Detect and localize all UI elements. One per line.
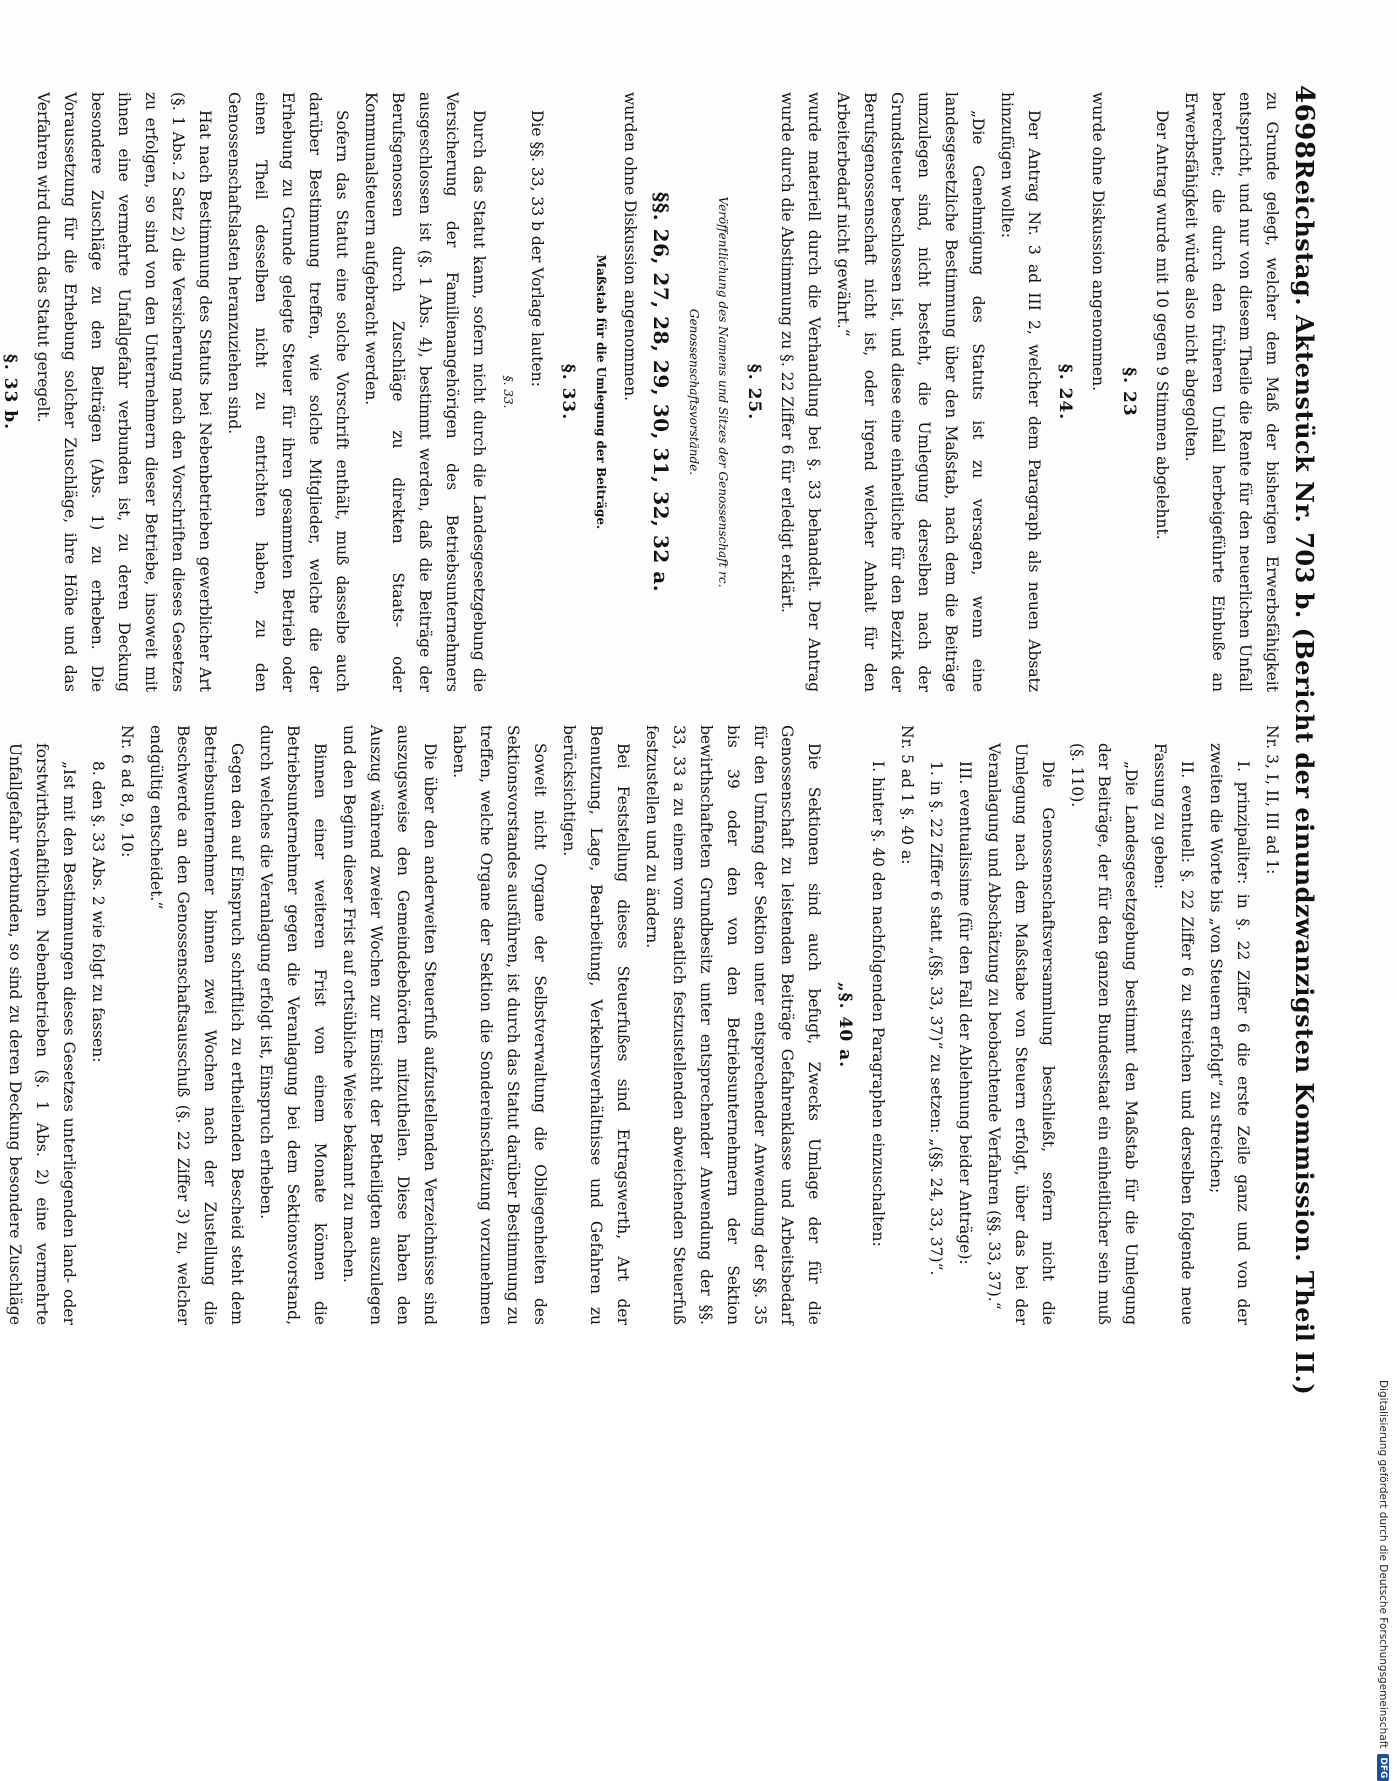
quote-paragraph: Die Genossenschaftsversammlung beschließt, sofern nicht die Umlegung nach dem Maßstabe von Steuern erfolgt, über das bei der Veranlagung und Abschätzung zu beobachtende Verfahren (§§. 33, 37).“: [985, 743, 1057, 1325]
quote-paragraph: 1. in §. 22 Ziffer 6 statt „(§§. 33, 37)“ zu setzen: „(§§. 24, 33, 37)“.: [927, 761, 945, 1276]
section-heading: §. 33.: [558, 363, 578, 421]
left-column: [0, 92, 1285, 692]
paragraph: Durch das Statut kann, sofern nicht durch die Landesgesetzgebung die Versicherung der Familienangehörigen des Betriebsunternehmers ausgeschlossen ist (§. 1 Abs. 4), bestimmt werden, daß die Beiträge der Berufsgenossen durch Zuschläge zu direkten Staats- oder Kommunalsteuern aufgebracht werden.: [362, 92, 488, 692]
section-heading: §. 23: [1119, 367, 1139, 417]
list-item: II. eventuell: §. 22 Ziffer 6 zu streichen und derselben folgende neue Fassung zu geben:: [1151, 743, 1196, 1325]
paragraph: Soweit nicht Organe der Selbstverwaltung die Obliegenheiten des Sektionsvorstandes ausführen, ist durch das Statut darüber Bestimmung zu treffen, welche Organe der Sektion die Sondereinschätzung vorzunehmen haben.: [450, 725, 549, 1325]
paragraph: Die über den anderweiten Steuerfuß aufzustellenden Verzeichnisse sind auszugsweise den Gemeindebehörden mitzutheilen. Diese haben den Auszug während zweier Wochen zur Einsicht der Betheiligten auszulegen und den Beginn dieser Frist auf ortsübliche Weise bekannt zu machen.: [340, 725, 439, 1325]
section-caption: Veröffentlichung des Namens und Sitzes der Genossenschaft rc.: [716, 196, 730, 588]
paragraph: Binnen einer weiteren Frist von einem Monate können die Betriebsunternehmer gegen die Veranlagung bei dem Sektionsvorstand, durch welches die Veranlagung erfolgt ist, Einspruch erheben.: [257, 725, 329, 1325]
running-head: [1289, 85, 1319, 1396]
motion-reference: Nr. 5 ad 1 §. 40 a:: [898, 725, 916, 865]
section-heading: §. 33 b.: [0, 353, 20, 431]
list-item: I. prinzipaliter: in §. 22 Ziffer 6 die erste Zeile ganz und von der zweiten die Worte bis „von Steuern erfolgt“ zu streichen;: [1207, 743, 1252, 1325]
paragraph: Sofern das Statut eine solche Vorschrift enthält, muß dasselbe auch darüber Bestimmung treffen, wie solche Mitglieder, welche die der Erhebung zu Grunde gelegte Steuer für ihren gesammten Betrieb oder einen Theil desselben nicht zu entrichten haben, zu den Genossenschaftslasten heranzuziehen sind.: [225, 92, 351, 692]
paragraph: wurde materiell durch die Verhandlung bei §. 33 behandelt. Der Antrag wurde durch die Abstimmung zu §. 22 Ziffer 6 für erledigt erklärt.: [778, 92, 823, 692]
paragraph: wurde ohne Diskussion angenommen.: [1089, 92, 1107, 392]
credit-text: Digitalisierung gefördert durch die Deutsche Forschungsgemeinschaft: [1377, 1380, 1389, 1749]
digitization-credit: [1377, 1380, 1389, 1781]
paragraph: zu Grunde gelegt, welcher dem Maß der bisherigen Erwerbsfähigkeit entspricht, und nur von diesem Theile die Rente für den neuerlichen Unfall berechnet; die durch den früheren Unfall herbeigeführte Einbuße an Erwerbsfähigkeit würde also nicht abgegolten.: [1182, 92, 1281, 692]
page-number: 4698: [1289, 85, 1319, 160]
right-column: [0, 725, 1285, 1325]
paragraph: wurden ohne Diskussion angenommen.: [621, 92, 639, 401]
paragraph: Gegen den auf Einspruch schriftlich zu ertheilenden Bescheid steht dem Betriebsunternehmer binnen zwei Wochen nach der Zustellung die Beschwerde an den Genossenschaftsausschuß (§. 22 Ziffer 3) zu, welcher endgültig entscheidet.“: [147, 725, 246, 1325]
paragraph: Der Antrag Nr. 3 ad III 2, welcher dem Paragraph als neuen Absatz hinzufügen wollte:: [998, 92, 1043, 692]
motion-reference: Nr. 3, I, II, III ad 1:: [1263, 725, 1281, 875]
section-heading: §. 24.: [1055, 363, 1075, 421]
paragraph: Die Sektionen sind auch befugt, Zwecks Umlage der für die Genossenschaft zu leistenden Beiträge Gefahrenklasse und Arbeitsbedarf für den Umfang der Sektion unter entsprechender Anwendung der §§. 35 bis 39 oder den von den Betriebsunternehmern der Sektion bewirthschafteten Grundbesitz unter entsprechender Anwendung der §§. 33, 33 a zu einem vom staatlich festzustellenden abweichenden Steuerfuß festzustellen und zu ändern.: [643, 725, 823, 1325]
section-caption: Genossenschaftsvorstände.: [687, 308, 701, 476]
section-caption: Maßstab für die Umlegung der Beiträge.: [594, 254, 608, 530]
quote-paragraph: „Die Genehmigung des Statuts ist zu versagen, wenn eine landesgesetzliche Bestimmung über den Maßstab, nach dem die Beiträge umzulegen sind, nicht besteht, die Umlegung derselben nach der Grundsteuer beschlossen ist, und diese eine einheitliche für den Bezirk der Berufsgenossenschaft nicht ist, oder irgend welcher Anhalt für den Arbeiterbedarf nicht gewährt.“: [834, 92, 987, 692]
section-heading: §. 25.: [744, 363, 764, 421]
quote-paragraph: „Die Landesgesetzgebung bestimmt den Maßstab für die Umlegung der Beiträge, der für den ganzen Bundesstaat ein einheitlicher sein muß (§. 110).: [1068, 743, 1140, 1325]
section-heading: §§. 26, 27, 28, 29, 30, 31, 32, 32 a.: [649, 191, 673, 593]
page-title: Reichstag. Aktenstück Nr. 703 b. (Bericht der einundzwanzigsten Kommission. Theil II.): [1290, 159, 1319, 1396]
dfg-logo-icon: DFG: [1377, 1754, 1389, 1781]
list-item: III. eventualissime (für den Fall der Ablehnung beider Anträge):: [956, 761, 974, 1265]
quote-paragraph: „Ist mit den Bestimmungen dieses Gesetzes unterliegenden land- oder forstwirthschaftlichen Nebenbetrieben (§. 1 Abs. 2) eine vermehrte Unfallgefahr verbunden, so sind zu deren Deckung besondere Zuschläge: [6, 743, 78, 1325]
paragraph: Der Antrag wurde mit 10 gegen 9 Stimmen abgelehnt.: [1153, 110, 1171, 540]
paragraph: Die §§. 33, 33 b der Vorlage lauten:: [528, 110, 546, 387]
section-heading: „§. 40 a.: [835, 981, 855, 1068]
list-item: 8. den §. 33 Abs. 2 wie folgt zu fassen:: [89, 761, 107, 1063]
quoted-section-number: §. 33.: [501, 375, 515, 409]
paragraph: Bei Feststellung dieses Steuerfußes sind Ertragswerth, Art der Benutzung, Lage, Bearbeitung, Verkehrsverhältnisse und Gefahren zu berücksichtigen.: [560, 725, 632, 1325]
paragraph: Hat nach Bestimmung des Statuts bei Nebenbetrieben gewerblicher Art (§. 1 Abs. 2 Satz 2) die Versicherung nach den Vorschriften dieses Gesetzes zu erfolgen, so sind von den Unternehmern dieser Betriebe, insoweit mit ihnen eine vermehrte Unfallgefahr verbunden ist, zu deren Deckung besondere Zuschläge zu den Beiträgen (Abs. 1) zu erheben. Die Voraussetzung für die Erhebung solcher Zuschläge, ihre Höhe und das Verfahren wird durch das Statut geregelt.: [34, 92, 214, 692]
motion-reference: Nr. 6 ad 8, 9, 10:: [118, 725, 136, 858]
list-item: I. hinter §. 40 den nachfolgenden Paragraphen einzuschalten:: [869, 761, 887, 1247]
